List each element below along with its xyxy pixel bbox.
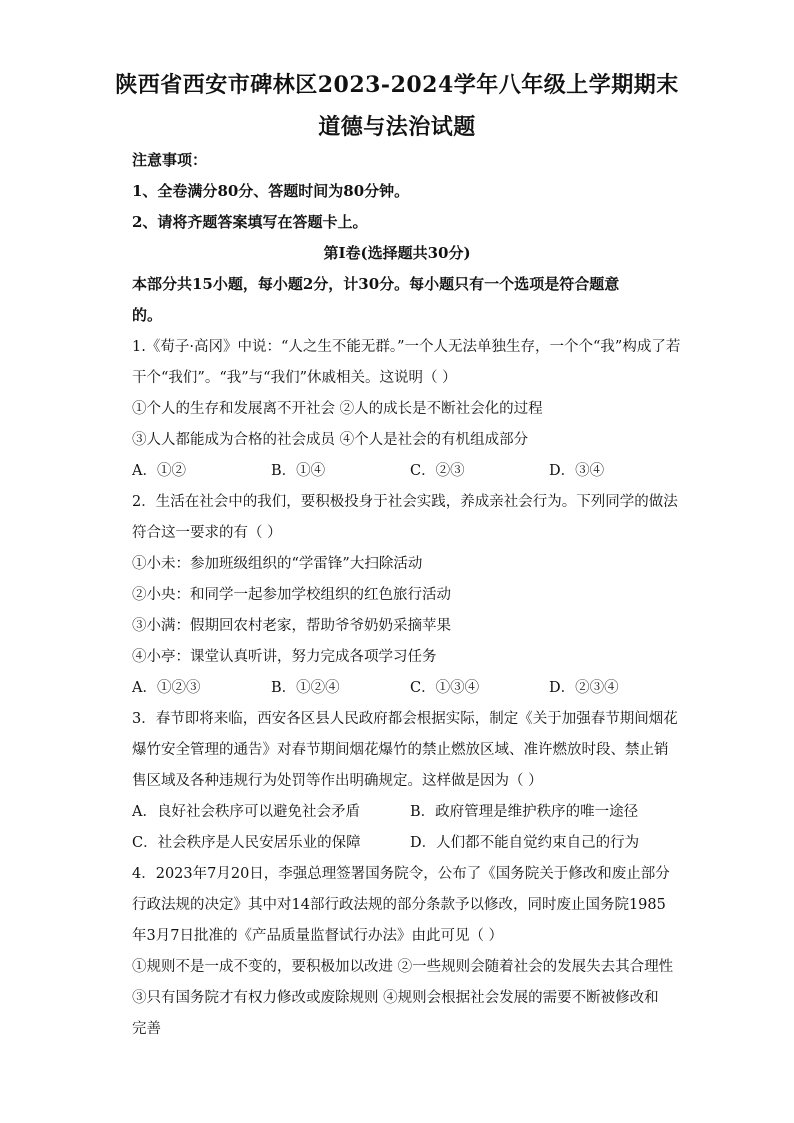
q2-option-d: D．②③④ xyxy=(549,680,619,696)
q1-stem-line1: 1.《荀子·高冈》中说：“人之生不能无群。”一个人无法单独生存，一个个“我”构成了若 xyxy=(132,339,681,355)
q2-stem-line1: 2．生活在社会中的我们，要积极投身于社会实践，养成亲社会行为。下列同学的做法 xyxy=(132,494,678,510)
q3-option-a: A．良好社会秩序可以避免社会矛盾 xyxy=(132,804,360,820)
q2-statement-1: ①小未：参加班级组织的“学雷锋”大扫除活动 xyxy=(132,556,423,572)
q1-stem-line2: 干个“我们”。“我”与“我们”休戚相关。这说明（ ） xyxy=(132,370,457,386)
notice-item-1: 1、全卷满分80分、答题时间为80分钟。 xyxy=(132,182,410,200)
q1-option-b: B．①④ xyxy=(271,463,326,479)
q3-option-b: B．政府管理是维护秩序的唯一途径 xyxy=(410,804,639,820)
q4-statement-4-cont: 完善 xyxy=(132,1021,161,1037)
q2-option-c: C．①③④ xyxy=(410,680,480,696)
exam-title-line1: 陕西省西安市碑林区2023-2024学年八年级上学期期末 xyxy=(115,72,679,98)
q2-statement-3: ③小满：假期回农村老家，帮助爷爷奶奶采摘苹果 xyxy=(132,618,451,634)
q1-statement-1: ①个人的生存和发展离不开社会 ②人的成长是不断社会化的过程 xyxy=(132,401,543,417)
q4-statement-1-2: ①规则不是一成不变的，要积极加以改进 ②一些规则会随着社会的发展失去其合理性 xyxy=(132,959,674,975)
q4-statement-3-4: ③只有国务院才有权力修改或废除规则 ④规则会根据社会发展的需要不断被修改和 xyxy=(132,990,659,1006)
q1-option-a: A．①② xyxy=(132,463,186,479)
q2-statement-4: ④小亭：课堂认真听讲，努力完成各项学习任务 xyxy=(132,649,437,665)
q1-statement-2: ③人人都能成为合格的社会成员 ④个人是社会的有机组成部分 xyxy=(132,432,529,448)
q3-stem-line3: 售区域及各种违规行为处罚等作出明确规定。这样做是因为（ ） xyxy=(132,773,543,789)
section-intro-line2: 的。 xyxy=(132,306,163,324)
q2-option-b: B．①②④ xyxy=(271,680,340,696)
section-title: 第Ⅰ卷(选择题共30分) xyxy=(323,244,471,262)
notice-heading: 注意事项： xyxy=(132,151,208,169)
q3-stem-line1: 3．春节即将来临，西安各区县人民政府都会根据实际，制定《关于加强春节期间烟花 xyxy=(132,711,678,727)
notice-item-2: 2、请将齐题答案填写在答题卡上。 xyxy=(132,213,368,231)
section-intro-line1: 本部分共15小题，每小题2分，计30分。每小题只有一个选项是符合题意 xyxy=(132,275,620,293)
q1-option-d: D．③④ xyxy=(549,463,605,479)
q4-stem-line1: 4．2023年7月20日，李强总理签署国务院令，公布了《国务院关于修改和废止部分 xyxy=(132,866,670,882)
q2-option-a: A．①②③ xyxy=(132,680,201,696)
q3-option-c: C．社会秩序是人民安居乐业的保障 xyxy=(132,835,361,851)
exam-title-line2: 道德与法治试题 xyxy=(318,114,476,140)
q2-stem-line2: 符合这一要求的有（ ） xyxy=(132,525,282,541)
q1-option-c: C．②③ xyxy=(410,463,465,479)
q4-stem-line3: 年3月7日批准的《产品质量监督试行办法》由此可见（ ） xyxy=(132,928,504,944)
q2-statement-2: ②小央：和同学一起参加学校组织的红色旅行活动 xyxy=(132,587,451,603)
q4-stem-line2: 行政法规的决定》其中对14部行政法规的部分条款予以修改，同时废止国务院1985 xyxy=(132,897,666,913)
q3-option-d: D．人们都不能自觉约束自己的行为 xyxy=(410,835,640,851)
q3-stem-line2: 爆竹安全管理的通告》对春节期间烟花爆竹的禁止燃放区域、准许燃放时段、禁止销 xyxy=(132,742,669,758)
